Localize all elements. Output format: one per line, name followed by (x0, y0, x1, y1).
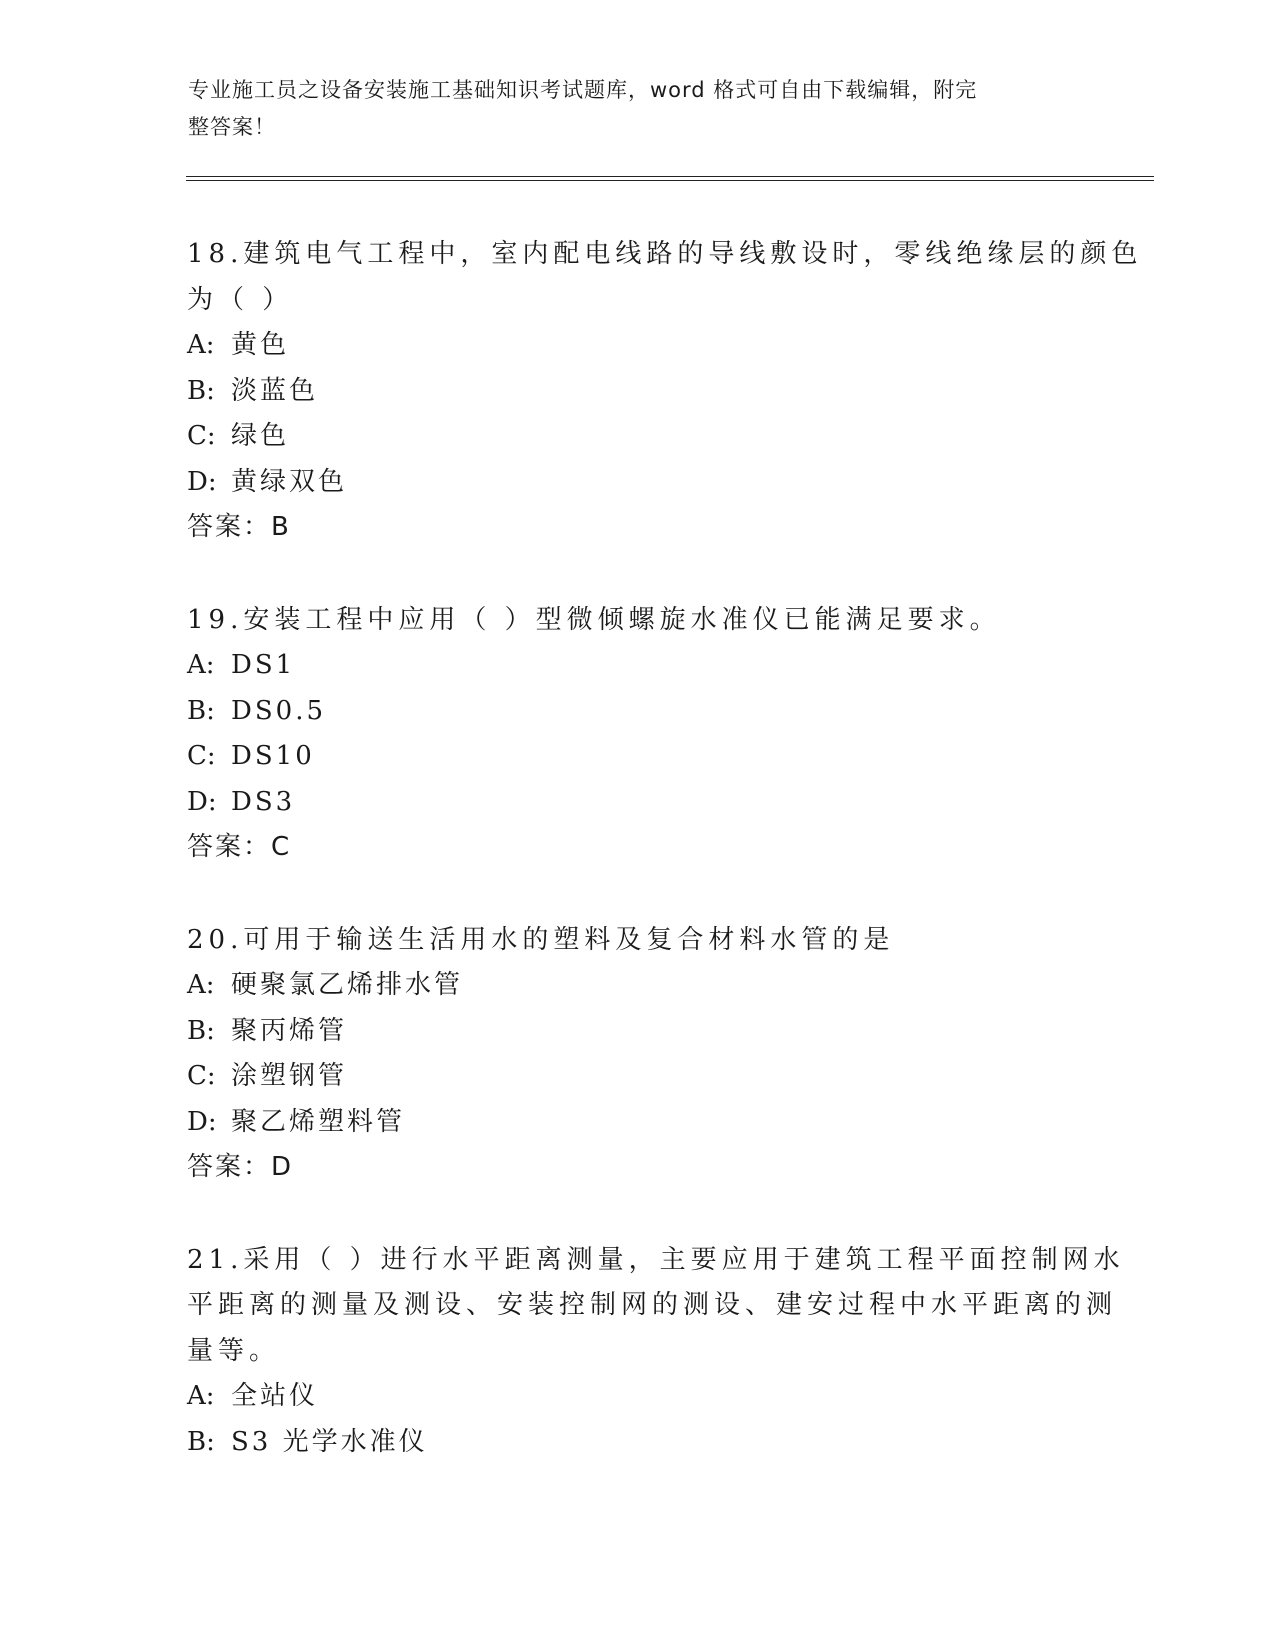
option-text: 聚乙烯塑料管 (231, 1106, 406, 1137)
option-letter: A: (187, 970, 215, 1000)
question-text-line: 21.采用（ ）进行水平距离测量，主要应用于建筑工程平面控制网水 (187, 1244, 1125, 1275)
document-header (188, 72, 1068, 146)
option-b (187, 1009, 1087, 1055)
question-text-line: 18.建筑电气工程中，室内配电线路的导线敷设时，零线绝缘层的颜色 (187, 239, 1143, 269)
option-d (187, 1100, 1087, 1146)
option-text: 绿色 (231, 421, 290, 451)
question-text-line: 量等。 (187, 1335, 281, 1366)
header-line-1: 专业施工员之设备安装施工基础知识考试题库，word 格式可自由下载编辑，附完 (188, 78, 978, 102)
option-a (187, 963, 1087, 1009)
question-20 (187, 918, 1087, 1191)
option-d (187, 460, 1087, 506)
option-text: DS3 (231, 786, 296, 817)
option-b (187, 689, 1087, 735)
option-c (187, 414, 1087, 460)
option-b (187, 1420, 1087, 1466)
option-c (187, 1054, 1087, 1100)
option-text: 涂塑钢管 (231, 1061, 348, 1091)
option-letter: D: (187, 786, 217, 817)
question-text-line: 20.可用于输送生活用水的塑料及复合材料水管的是 (187, 924, 895, 955)
option-text: 黄绿双色 (231, 466, 348, 497)
question-list (187, 232, 1143, 1512)
option-a (187, 643, 1087, 689)
option-letter: A: (187, 330, 215, 360)
question-text-line: 为（ ） (187, 284, 294, 315)
option-text: 硬聚氯乙烯排水管 (231, 970, 464, 1000)
option-letter: C: (187, 741, 216, 771)
answer-line: 答案：B (187, 512, 291, 542)
question-18 (187, 232, 1143, 551)
header-line-2: 整答案！ (188, 115, 276, 139)
option-text: DS10 (231, 741, 315, 771)
question-text-line: 平距离的测量及测设、安装控制网的测设、建安过程中水平距离的测 (187, 1290, 1118, 1320)
option-text: DS1 (231, 650, 296, 680)
option-b (187, 369, 1087, 415)
option-a (187, 323, 1087, 369)
option-letter: D: (187, 1106, 217, 1137)
option-c (187, 734, 1087, 780)
option-letter: B: (187, 375, 215, 406)
option-letter: D: (187, 466, 217, 497)
question-text-line: 19.安装工程中应用（ ）型微倾螺旋水准仪已能满足要求。 (187, 604, 1001, 635)
option-text: 聚丙烯管 (231, 1015, 348, 1046)
option-a (187, 1374, 1087, 1420)
header-divider (186, 176, 1154, 181)
option-text: 淡蓝色 (231, 375, 319, 406)
option-letter: B: (187, 1015, 215, 1046)
option-text: DS0.5 (231, 695, 327, 726)
option-text: S3 光学水准仪 (231, 1426, 428, 1457)
option-d (187, 780, 1087, 826)
question-21 (187, 1238, 1125, 1466)
option-letter: C: (187, 1061, 216, 1091)
answer-line: 答案：D (187, 1152, 294, 1182)
option-letter: B: (187, 1426, 215, 1457)
question-19 (187, 598, 1087, 871)
answer-line: 答案：C (187, 832, 292, 862)
option-text: 黄色 (231, 330, 290, 360)
option-letter: A: (187, 650, 215, 680)
option-letter: A: (187, 1381, 215, 1411)
option-letter: C: (187, 421, 216, 451)
option-letter: B: (187, 695, 215, 726)
option-text: 全站仪 (231, 1381, 319, 1411)
